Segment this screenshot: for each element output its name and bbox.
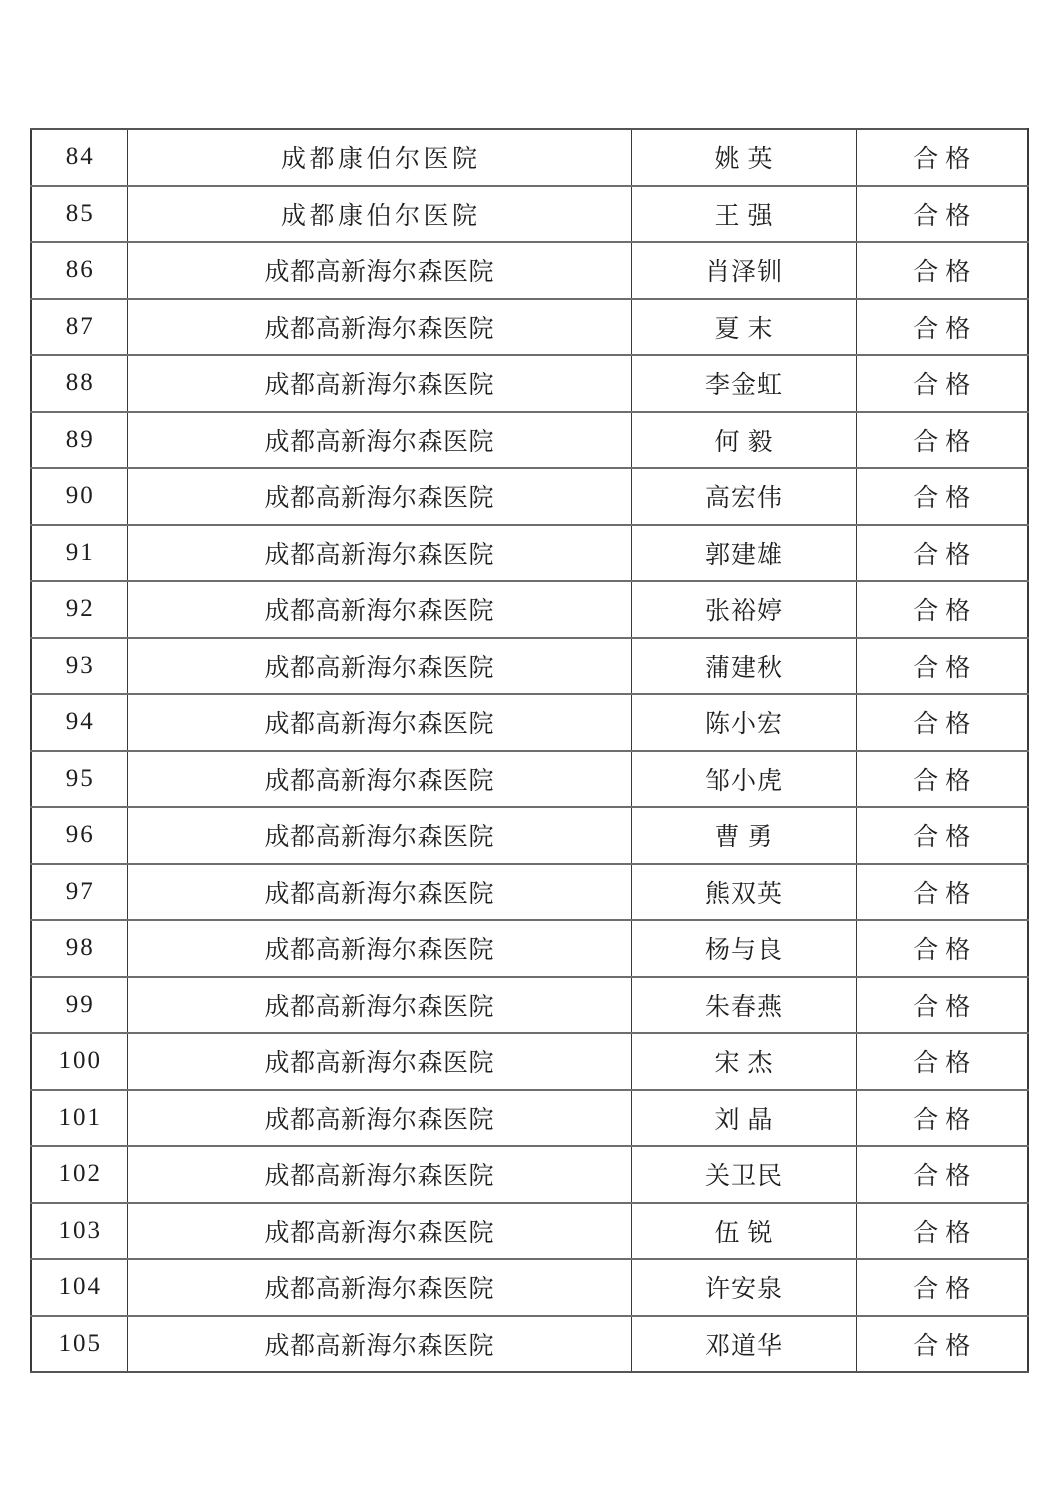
qualification-status: 合格: [856, 694, 1028, 751]
qualification-status: 合格: [856, 807, 1028, 864]
qualification-status: 合格: [856, 1090, 1028, 1147]
row-number: 105: [31, 1316, 127, 1373]
hospital-name: 成都高新海尔森医院: [127, 1316, 631, 1373]
qualification-status: 合格: [856, 638, 1028, 695]
qualification-status: 合格: [856, 186, 1028, 243]
table-row: [31, 1090, 1028, 1147]
qualification-status: 合格: [856, 129, 1028, 186]
row-number: 98: [31, 920, 127, 977]
hospital-name: 成都高新海尔森医院: [127, 751, 631, 808]
row-number: 93: [31, 638, 127, 695]
table-row: [31, 751, 1028, 808]
hospital-name: 成都高新海尔森医院: [127, 299, 631, 356]
person-name: 熊双英: [631, 864, 856, 921]
person-name: 关卫民: [631, 1146, 856, 1203]
hospital-name: 成都高新海尔森医院: [127, 1146, 631, 1203]
hospital-name: 成都高新海尔森医院: [127, 525, 631, 582]
person-name: 李金虹: [631, 355, 856, 412]
table-row: [31, 1259, 1028, 1316]
row-number: 86: [31, 242, 127, 299]
hospital-name: 成都高新海尔森医院: [127, 355, 631, 412]
hospital-name: 成都高新海尔森医院: [127, 1033, 631, 1090]
hospital-name: 成都高新海尔森医院: [127, 1203, 631, 1260]
table-row: [31, 129, 1028, 186]
qualification-status: 合格: [856, 977, 1028, 1034]
person-name: 姚英: [631, 129, 856, 186]
hospital-name: 成都高新海尔森医院: [127, 242, 631, 299]
person-name: 郭建雄: [631, 525, 856, 582]
person-name: 曹勇: [631, 807, 856, 864]
table-row: [31, 920, 1028, 977]
person-name: 刘晶: [631, 1090, 856, 1147]
hospital-name: 成都高新海尔森医院: [127, 638, 631, 695]
table-row: [31, 864, 1028, 921]
table-row: [31, 1203, 1028, 1260]
hospital-name: 成都高新海尔森医院: [127, 920, 631, 977]
table-row: [31, 581, 1028, 638]
qualification-status: 合格: [856, 751, 1028, 808]
person-name: 朱春燕: [631, 977, 856, 1034]
row-number: 99: [31, 977, 127, 1034]
row-number: 95: [31, 751, 127, 808]
person-name: 何毅: [631, 412, 856, 469]
qualification-status: 合格: [856, 242, 1028, 299]
table-row: [31, 186, 1028, 243]
qualification-status: 合格: [856, 412, 1028, 469]
table-row: [31, 1146, 1028, 1203]
row-number: 88: [31, 355, 127, 412]
qualification-status: 合格: [856, 468, 1028, 525]
table-row: [31, 242, 1028, 299]
person-name: 张裕婷: [631, 581, 856, 638]
hospital-name: 成都高新海尔森医院: [127, 864, 631, 921]
row-number: 89: [31, 412, 127, 469]
qualification-status: 合格: [856, 920, 1028, 977]
table-row: [31, 355, 1028, 412]
qualification-results-table: [30, 128, 1029, 1373]
person-name: 陈小宏: [631, 694, 856, 751]
qualification-status: 合格: [856, 525, 1028, 582]
table-row: [31, 412, 1028, 469]
person-name: 伍锐: [631, 1203, 856, 1260]
person-name: 宋杰: [631, 1033, 856, 1090]
qualification-status: 合格: [856, 1203, 1028, 1260]
table-row: [31, 638, 1028, 695]
row-number: 84: [31, 129, 127, 186]
table-row: [31, 1316, 1028, 1373]
hospital-name: 成都高新海尔森医院: [127, 977, 631, 1034]
row-number: 90: [31, 468, 127, 525]
row-number: 97: [31, 864, 127, 921]
person-name: 许安泉: [631, 1259, 856, 1316]
row-number: 104: [31, 1259, 127, 1316]
table-row: [31, 525, 1028, 582]
row-number: 87: [31, 299, 127, 356]
qualification-status: 合格: [856, 1259, 1028, 1316]
hospital-name: 成都高新海尔森医院: [127, 1090, 631, 1147]
row-number: 85: [31, 186, 127, 243]
row-number: 96: [31, 807, 127, 864]
hospital-name: 成都高新海尔森医院: [127, 412, 631, 469]
hospital-name: 成都高新海尔森医院: [127, 468, 631, 525]
table-row: [31, 694, 1028, 751]
row-number: 100: [31, 1033, 127, 1090]
row-number: 103: [31, 1203, 127, 1260]
qualification-status: 合格: [856, 355, 1028, 412]
hospital-name: 成都康伯尔医院: [127, 129, 631, 186]
table-row: [31, 299, 1028, 356]
qualification-status: 合格: [856, 1146, 1028, 1203]
person-name: 高宏伟: [631, 468, 856, 525]
person-name: 蒲建秋: [631, 638, 856, 695]
row-number: 101: [31, 1090, 127, 1147]
hospital-name: 成都高新海尔森医院: [127, 694, 631, 751]
qualification-status: 合格: [856, 581, 1028, 638]
person-name: 肖泽钏: [631, 242, 856, 299]
row-number: 102: [31, 1146, 127, 1203]
table-row: [31, 807, 1028, 864]
table-body: [31, 129, 1028, 1372]
hospital-name: 成都高新海尔森医院: [127, 807, 631, 864]
qualification-status: 合格: [856, 1033, 1028, 1090]
hospital-name: 成都高新海尔森医院: [127, 1259, 631, 1316]
table-row: [31, 977, 1028, 1034]
person-name: 夏末: [631, 299, 856, 356]
row-number: 92: [31, 581, 127, 638]
row-number: 91: [31, 525, 127, 582]
table-row: [31, 468, 1028, 525]
person-name: 邹小虎: [631, 751, 856, 808]
row-number: 94: [31, 694, 127, 751]
qualification-status: 合格: [856, 864, 1028, 921]
person-name: 邓道华: [631, 1316, 856, 1373]
qualification-status: 合格: [856, 1316, 1028, 1373]
person-name: 杨与良: [631, 920, 856, 977]
table-row: [31, 1033, 1028, 1090]
person-name: 王强: [631, 186, 856, 243]
hospital-name: 成都康伯尔医院: [127, 186, 631, 243]
qualification-status: 合格: [856, 299, 1028, 356]
hospital-name: 成都高新海尔森医院: [127, 581, 631, 638]
